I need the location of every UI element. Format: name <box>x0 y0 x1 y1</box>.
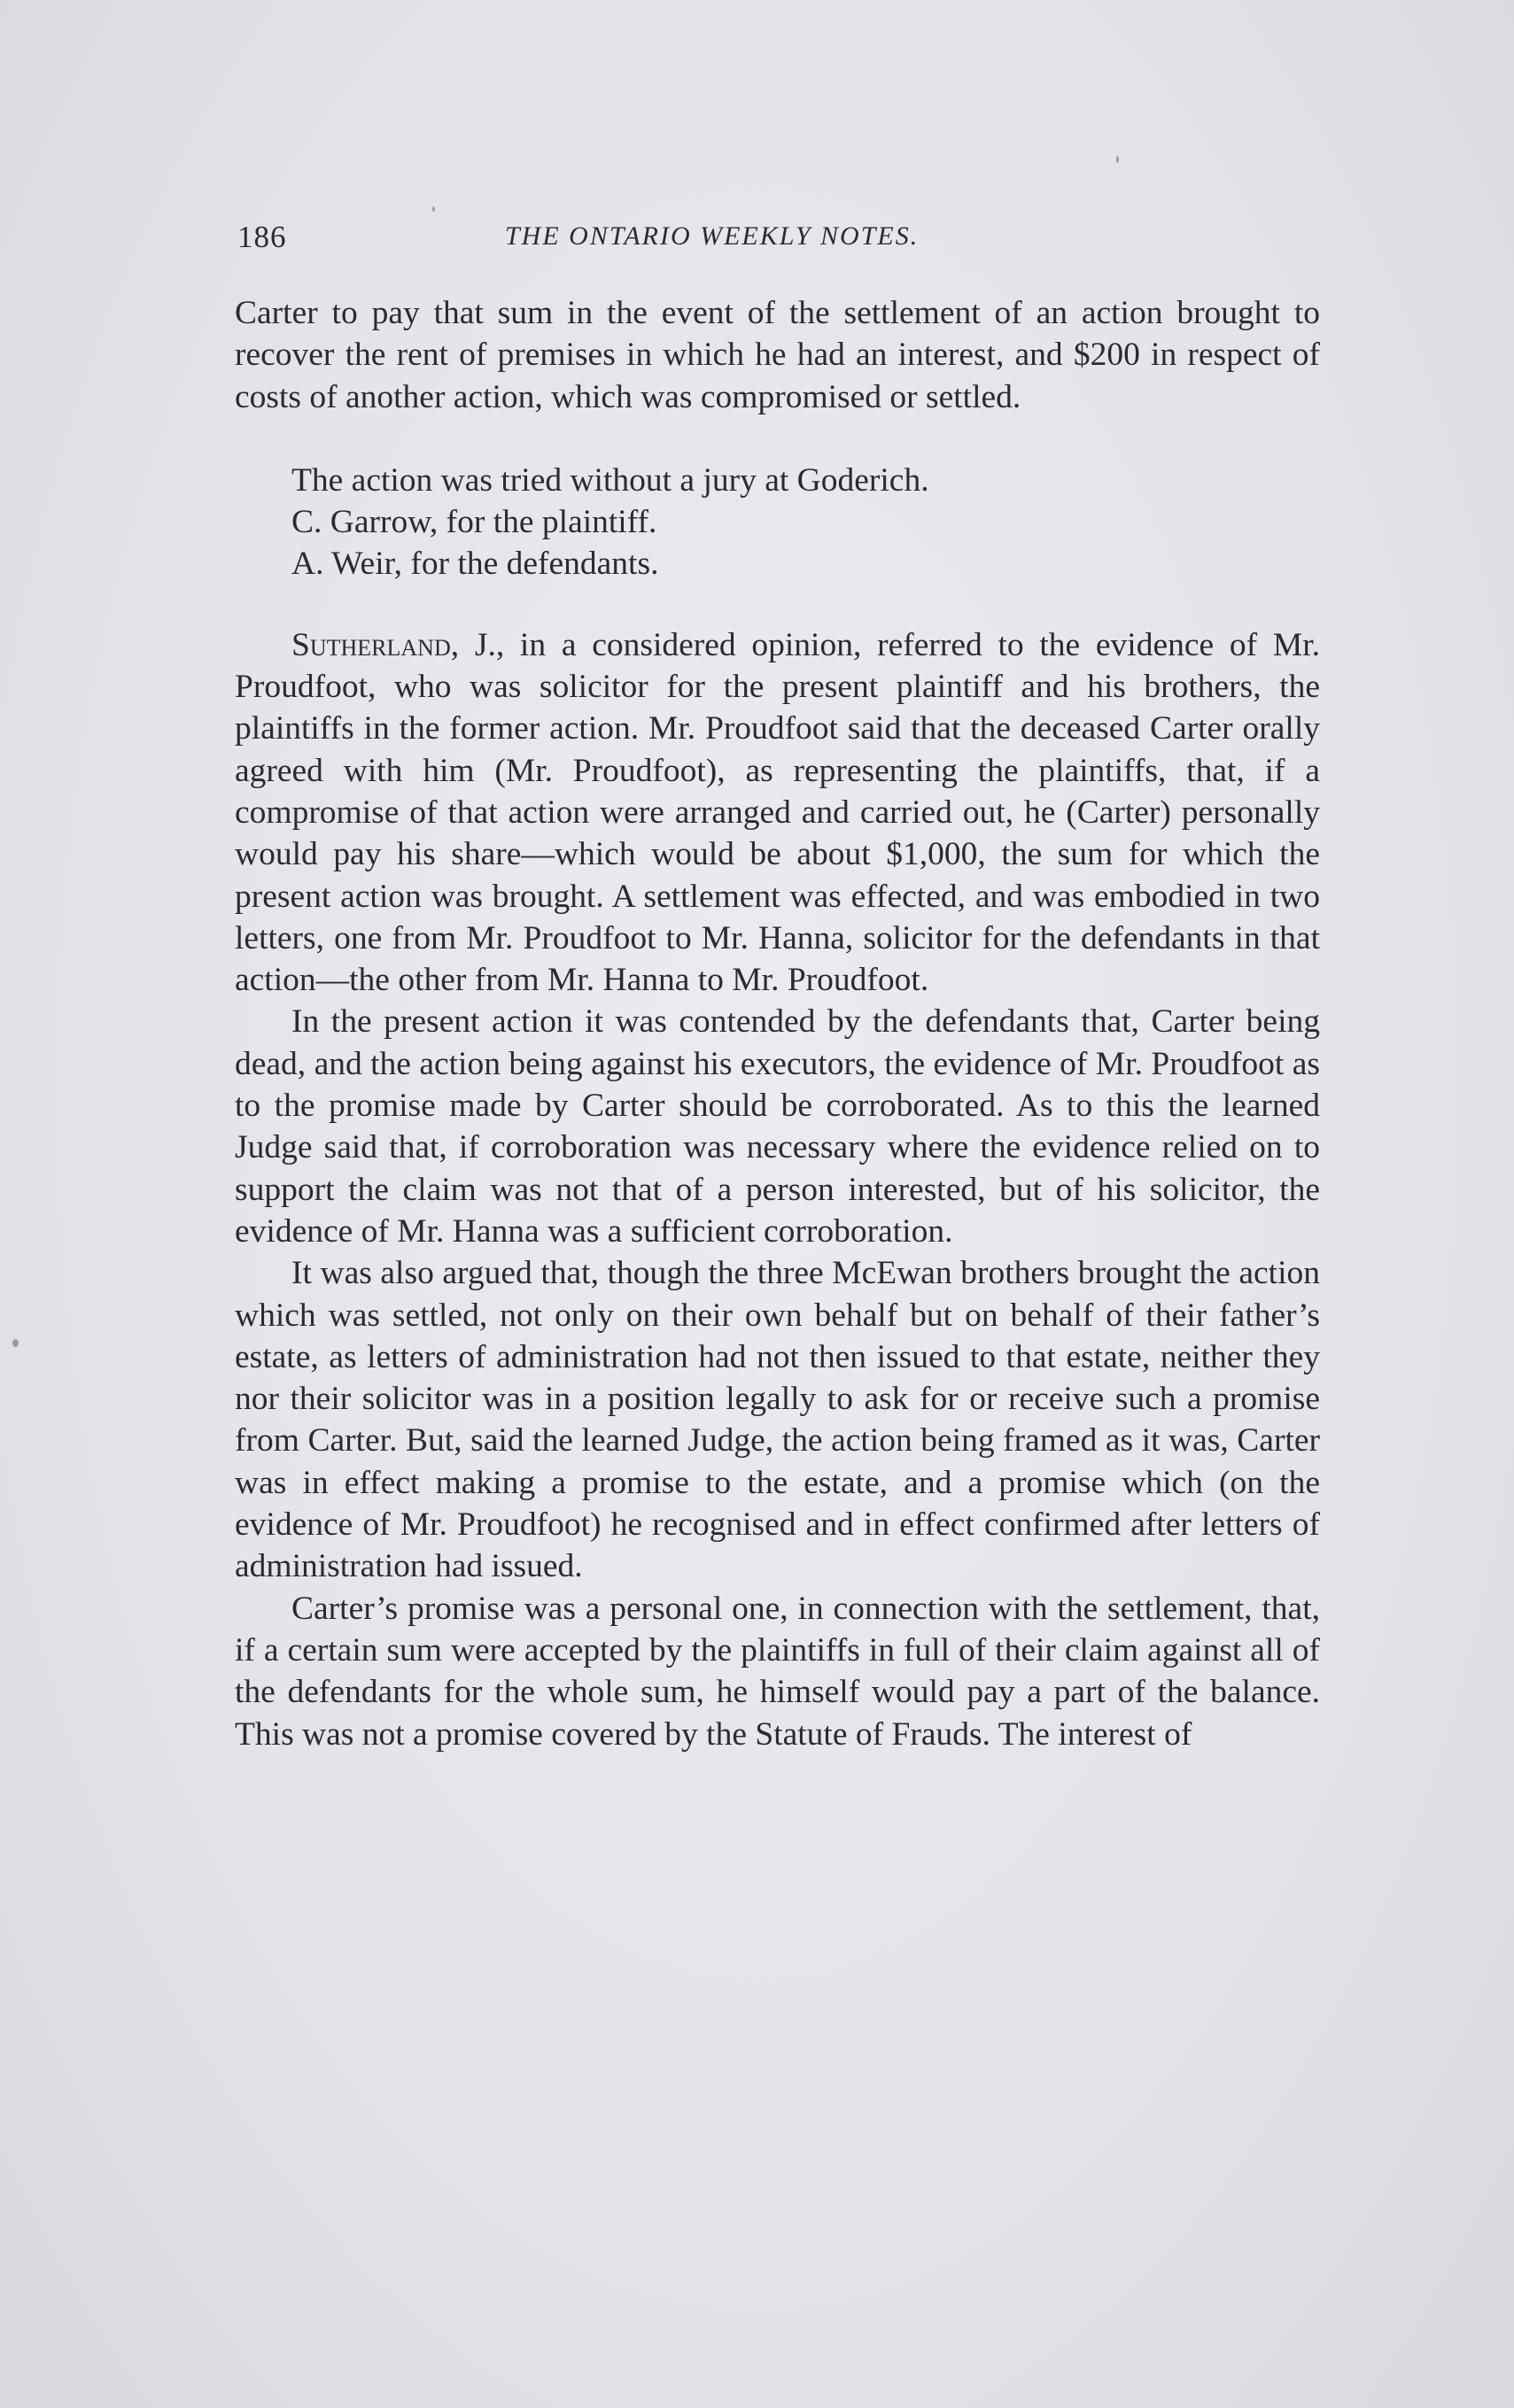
ink-speck <box>432 206 435 212</box>
ink-speck <box>1116 156 1119 163</box>
paragraph-administration: It was also argued that, though the three McEwan brothers brought the action which was settled, not only on their own behalf but on behalf of their father’s estate, as letters of administration had not then issued to that estate, neither they nor their solicitor was in a position legally to ask for or receive such a promise from Carter. But, said the learned Judge, the action being framed as it was, Carter was in effect making a promise to the estate, and a promise which (on the evidence of Mr. Proudfoot) he recognised and in effect confirmed after letters of administration had issued. <box>235 1255 1320 1585</box>
paragraph-statute-of-frauds: Carter’s promise was a personal one, in connection with the settlement, that, if a certain sum were accepted by the plaintiffs in full of their claim against all of the defendants for the whole sum, he himself would pay a part of the balance. This was not a promise covered by the Statute of Frauds. The interest of <box>235 1590 1320 1753</box>
judgment-paragraph <box>235 624 1320 1002</box>
paragraph-continuation: Carter to pay that sum in the event of the settlement of an action brought to recover the rent of premises in which he had an interest, and $200 in respect of costs of another action, which was compromised or settled. <box>235 295 1320 415</box>
page-number: 186 <box>237 220 287 254</box>
body-text <box>235 292 1320 1755</box>
trial-note: The action was tried without a jury at Goderich. <box>291 461 929 499</box>
ink-speck <box>12 1339 19 1347</box>
running-head: THE ONTARIO WEEKLY NOTES. <box>505 221 920 251</box>
paragraph-corroboration: In the present action it was contended by the defendants that, Carter being dead, and the action being against his executors, the evidence of Mr. Proudfoot as to the promise made by Carter should be corroborated. As to this the learned Judge said that, if corroboration was necessary where the evidence relied on to support the claim was not that of a person interested, but of his solicitor, the evidence of Mr. Hanna was a sufficient corroboration. <box>235 1003 1320 1250</box>
judge-name: Sutherland <box>291 626 451 663</box>
page-header <box>237 220 1336 264</box>
judgment-text: , J., in a considered opinion, referred to the evidence of Mr. Proudfoot, who was solicitor for the present plaintiff and his brothers, the plaintiffs in the former action. Mr. Proudfoot said that the deceased Carter orally agreed with him (Mr. Proudfoot), as representing the plaintiffs, that, if a compromise of that action were arranged and carried out, he (Carter) personally would pay his share—which would be about $1,000, the sum for which the present action was brought. A settlement was effected, and was embodied in two letters, one from Mr. Proudfoot to Mr. Hanna, solicitor for the defendants in that action—the other from Mr. Hanna to Mr. Proudfoot. <box>235 626 1320 999</box>
counsel-defendants: A. Weir, for the defendants. <box>291 546 659 583</box>
counsel-plaintiff: C. Garrow, for the plaintiff. <box>291 504 657 541</box>
